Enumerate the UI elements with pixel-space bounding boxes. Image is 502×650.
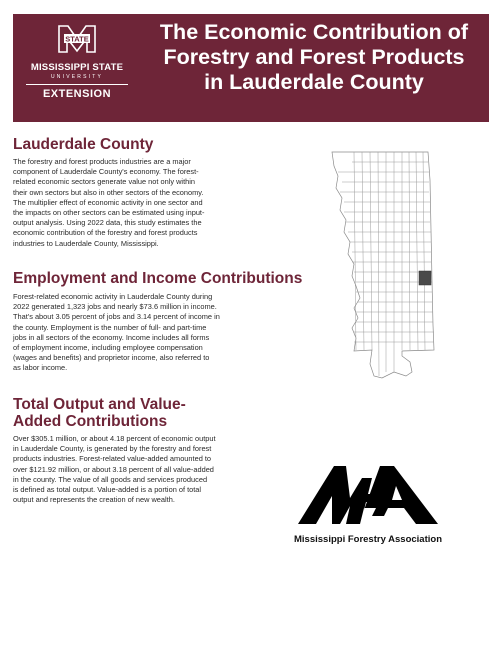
logo-divider [26,84,128,85]
text-line: products industries. Forest-related value-added amounted to [13,454,212,464]
title-line: Forestry and Forest Products [163,45,465,69]
logo-university-sub: UNIVERSITY [50,74,103,80]
mfa-logo [288,452,448,552]
heading-line: Lauderdale County [13,136,154,153]
page-title [148,20,480,95]
section-body-employment [13,292,313,374]
section-body-output [13,434,313,505]
text-line: in the county. The value of all goods and services produced [13,474,208,484]
heading-line: Added Contributions [13,413,168,430]
text-line: The forestry and forest products industries are a major [13,157,191,166]
text-line: in Lauderdale County, is generated by the forestry and forest [13,444,212,454]
text-line: That's about 3.05 percent of jobs and 3.14 percent of income in [13,312,220,322]
text-line: the county. Employment is the number of full- and part-time [13,322,207,332]
section-heading-output [13,396,186,430]
text-line: output analysis. Using 2022 data, this study estimates the [13,218,202,228]
text-line: economic contribution of the forestry and forest products [13,228,198,238]
section-heading-county [13,136,153,153]
text-line: related economic sectors generate value not only within [13,177,195,187]
text-line: Over $305.1 million, or about 4.18 percent of economic output [13,434,216,443]
mfa-caption: Mississippi Forestry Association [294,534,442,545]
lauderdale-county-highlight [419,271,431,285]
text-line: over $121.92 million, or about 3.18 percent of all value-added [13,464,214,474]
section-heading-employment [13,270,302,287]
text-line: industries to Lauderdale County, Mississippi. [13,238,159,248]
text-line: output and represents the creation of new wealth. [13,495,175,505]
text-line: the impacts on other sectors can be estimated using input- [13,208,205,218]
heading-line: Employment and Income Contributions [13,270,303,287]
text-line: is defined as total output. Value-added is a portion of total [13,485,202,495]
title-line: in Lauderdale County [204,70,424,94]
section-body-county [13,157,313,249]
text-line: 2022 generated 1,323 jobs and nearly $73.6 million in income. [13,302,217,312]
text-line: The multiplier effect of economic activity in one sector and [13,197,203,207]
title-line: The Economic Contribution of [159,20,469,44]
text-line: jobs in all sectors of the economy. Income includes all forms [13,332,210,342]
logo-mark-text: STATE [65,34,89,44]
logo-extension: EXTENSION [42,88,112,100]
text-line: Forest-related economic activity in Lauderdale County during [13,292,213,301]
msu-extension-logo [20,22,134,106]
text-line: of employment income, including employee compensation [13,343,203,353]
text-line: component of Lauderdale County's economy. The forest- [13,167,199,177]
text-line: their own sectors but also in other sectors of the economy. [13,187,204,197]
mississippi-county-map [330,150,460,382]
logo-university-name: MISSISSIPPI STATE [30,62,124,73]
text-line: (wages and benefits) and proprietor income, also referred to [13,353,210,363]
msu-m-mark-icon [56,22,98,56]
heading-line: Total Output and Value- [13,396,186,413]
text-line: as labor income. [13,363,68,373]
